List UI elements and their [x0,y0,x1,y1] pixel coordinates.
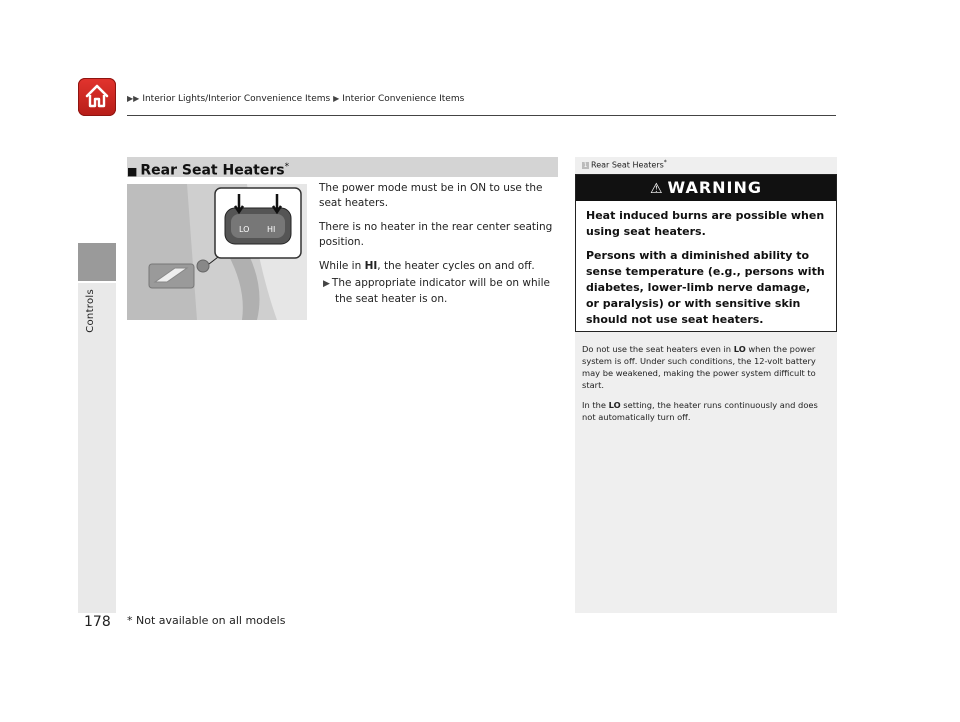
info-icon: 1 [583,161,588,169]
note-paragraph-1: Do not use the seat heaters even in LO when the power system is off. Under such conditions, the 12-volt battery may be weakened, making the power system difficult to start. [582,344,816,390]
seat-heater-switch-illustration [127,184,307,320]
section-heading [127,157,558,177]
warning-paragraph-2: Persons with a diminished ability to sense temperature (e.g., persons with diabetes, lower-limb nerve damage, or paralysis) or with sensitive skin should not use seat heaters. [586,249,825,326]
home-icon [84,83,110,109]
warning-icon: ⚠ [649,181,664,197]
home-button[interactable] [78,78,116,116]
warning-body [576,201,836,343]
header-rule [127,115,836,116]
breadcrumb-item-1[interactable]: Interior Lights/Interior Convenience Items [142,94,331,104]
breadcrumb [127,94,464,104]
note-paragraph-2: In the LO setting, the heater runs continuously and does not automatically turn off. [582,400,818,422]
arrow-icon: ▶ [323,279,330,289]
side-tab [78,243,116,281]
note-title: 1 Rear Seat Heaters* [583,159,667,170]
breadcrumb-item-2[interactable]: Interior Convenience Items [342,94,465,104]
section-side-label: Controls [85,289,96,333]
svg-text:HI: HI [267,225,276,234]
section-title: Rear Seat Heaters [140,162,285,179]
body-sub-note: ▶ The appropriate indicator will be on while the seat heater is on. [323,277,550,305]
body-paragraph-2: There is no heater in the rear center seating position. [319,221,553,248]
square-bullet-icon: ■ [127,164,138,178]
note-text [582,343,828,431]
double-arrow-icon: ▶▶ [127,94,140,103]
footnote: * Not available on all models [127,614,286,627]
body-paragraph-1: The power mode must be in ON to use the seat heaters. [319,182,543,209]
body-paragraph-3: While in HI, the heater cycles on and off. [319,260,535,272]
page-number: 178 [84,614,111,630]
side-bar [78,283,116,613]
asterisk-mark: * [284,162,290,172]
warning-header: ⚠ WARNING [576,175,836,201]
arrow-icon: ▶ [333,94,340,103]
section-body [319,181,559,316]
warning-box [575,174,837,332]
svg-text:LO: LO [239,225,250,234]
warning-paragraph-1: Heat induced burns are possible when using seat heaters. [586,209,825,238]
